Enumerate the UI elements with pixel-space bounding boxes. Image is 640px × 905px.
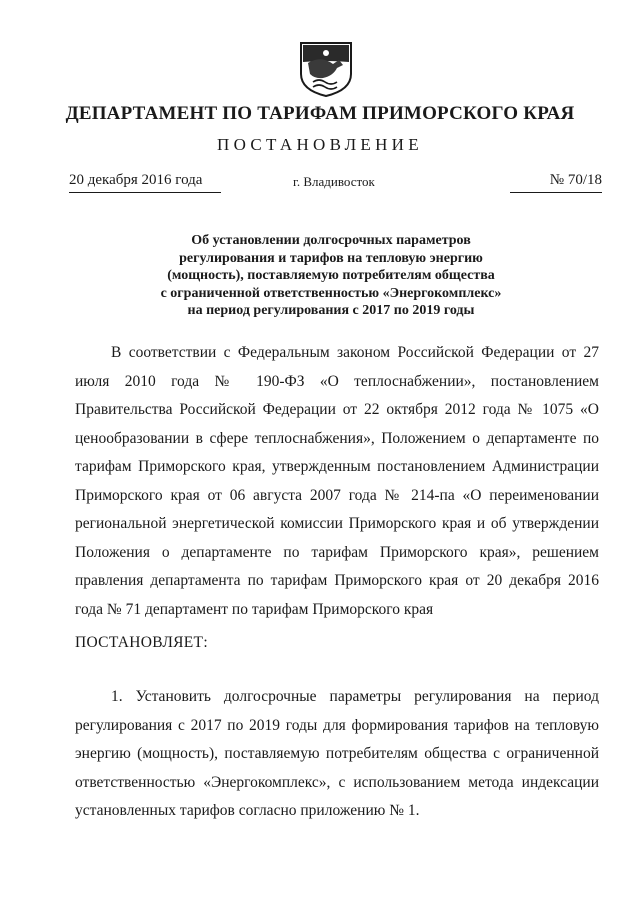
coat-of-arms-icon bbox=[293, 38, 359, 100]
department-title: ДЕПАРТАМЕНТ ПО ТАРИФАМ ПРИМОРСКОГО КРАЯ bbox=[65, 103, 575, 124]
subject-line: с ограниченной ответственностью «Энергокомплекс» bbox=[160, 285, 502, 301]
resolves-heading: ПОСТАНОВЛЯЕТ: bbox=[75, 634, 208, 651]
subject-line: Об установлении долгосрочных параметров bbox=[191, 233, 471, 248]
subject-line: регулирования и тарифов на тепловую энергию bbox=[179, 250, 483, 266]
item-1-paragraph: 1. Установить долгосрочные параметры регулирования на период регулирования с 2017 по 2019 годы для формирования тарифов на тепловую энергию (мощность), поставляемую потребителям общества с ограниченной ответственностью «Энергокомплекс», с использованием метода индексации установленных тарифов согласно приложению № 1. bbox=[75, 688, 599, 819]
subject-line: (мощность), поставляемую потребителям общества bbox=[167, 268, 495, 283]
preamble-paragraph: В соответствии с Федеральным законом Российской Федерации от 27 июля 2010 года № 190-ФЗ «О теплоснабжении», постановлением Правительства Российской Федерации от 22 октября 2012 года № 1075 «О ценообразовании в сфере теплоснабжения», Положением о департаменте по тарифам Приморского края, утвержденным постановлением Администрации Приморского края от 06 августа 2007 года № 214-па «О переименовании региональной энергетической комиссии Приморского края и об утверждении Положения о департаменте по тарифам Приморского края», решением правления департамента по тарифам Приморского края от 20 декабря 2016 года № 71 департамент по тарифам Приморского края bbox=[75, 344, 599, 618]
document-city: г. Владивосток bbox=[293, 174, 375, 189]
document-number: № 70/18 bbox=[510, 172, 602, 193]
document-date: 20 декабря 2016 года bbox=[69, 172, 221, 193]
document-subject bbox=[100, 232, 562, 320]
subject-line: на период регулирования с 2017 по 2019 годы bbox=[187, 303, 475, 318]
document-type: ПОСТАНОВЛЕНИЕ bbox=[217, 135, 423, 154]
